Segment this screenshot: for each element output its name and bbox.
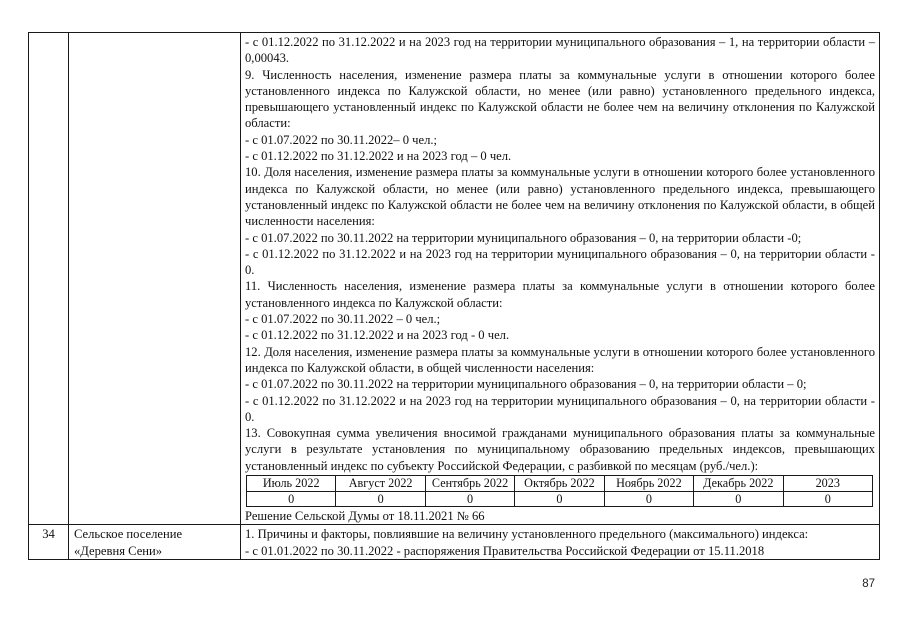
month-header: 2023: [783, 476, 872, 492]
month-header: Август 2022: [336, 476, 425, 492]
municipality-name-line: «Деревня Сени»: [74, 543, 163, 558]
row-number-cell: 34: [29, 525, 69, 560]
monthly-value-row: [247, 491, 873, 507]
paragraph: - с 01.07.2022 по 30.11.2022– 0 чел.;: [245, 132, 438, 147]
month-value: 0: [247, 491, 336, 507]
municipality-name-cell: [69, 525, 241, 560]
municipal-indices-table: [28, 32, 880, 560]
month-header: Ноябрь 2022: [604, 476, 693, 492]
monthly-sum-table: [246, 475, 873, 507]
paragraph: 1. Причины и факторы, повлиявшие на величину установленного предельного (максимального) индекса:: [245, 527, 809, 542]
paragraph: - с 01.12.2022 по 31.12.2022 и на 2023 год на территории муниципального образования – 0, на территории области - 0.: [245, 393, 875, 424]
paragraph: - с 01.07.2022 по 30.11.2022 на территории муниципального образования – 0, на территории области -0;: [245, 230, 802, 245]
paragraph: - с 01.07.2022 по 30.11.2022 на территории муниципального образования – 0, на территории области – 0;: [245, 377, 807, 392]
municipality-name-cell: [69, 33, 241, 525]
paragraph: - с 01.01.2022 по 30.11.2022 - распоряжения Правительства Российской Федерации от 15.11.2018: [245, 543, 765, 558]
table-row: [29, 33, 880, 525]
decision-reference: Решение Сельской Думы от 18.11.2021 № 66: [245, 509, 485, 524]
month-value: 0: [336, 491, 425, 507]
month-value: 0: [604, 491, 693, 507]
paragraph: 13. Совокупная сумма увеличения вносимой гражданами муниципального образования платы за коммунальные услуги в результате установления по муниципальному образованию предельных индексов, превышающих установленный индекс по субъекту Российской Федерации, с разбивкой по месяцам (руб./чел.):: [245, 426, 875, 473]
paragraph: 11. Численность населения, изменение размера платы за коммунальные услуги в отношении которого более установленного индекса по Калужской области:: [245, 279, 875, 310]
table-row: [29, 525, 880, 560]
month-value: 0: [694, 491, 783, 507]
paragraph: 10. Доля населения, изменение размера платы за коммунальные услуги в отношении которого более установленного индекса по Калужской области, но менее (или равно) установленного предельного индекса, превышающего установленный индекс по Калужской области не более чем на величину отклонения по Калужской области, в общей численности населения:: [245, 165, 875, 229]
month-header: Сентябрь 2022: [425, 476, 514, 492]
month-header: Октябрь 2022: [515, 476, 604, 492]
page-number: 87: [862, 578, 875, 590]
paragraph: - с 01.07.2022 по 30.11.2022 – 0 чел.;: [245, 312, 441, 327]
row-number-cell: [29, 33, 69, 525]
month-value: 0: [783, 491, 872, 507]
indicators-cell: [241, 33, 880, 525]
indicators-cell: [241, 525, 880, 560]
month-value: 0: [425, 491, 514, 507]
municipality-name-line: Сельское поселение: [74, 527, 183, 542]
paragraph: - с 01.12.2022 по 31.12.2022 и на 2023 год на территории муниципального образования – 1, на территории области – 0,00043.: [245, 35, 875, 66]
paragraph: 9. Численность населения, изменение размера платы за коммунальные услуги в отношении которого более установленного индекса по Калужской области, но менее (или равно) установленного предельного индекса, превышающего установленный индекс по Калужской области не более чем на величину отклонения по Калужской области:: [245, 67, 875, 131]
monthly-header-row: [247, 476, 873, 492]
paragraph: - с 01.12.2022 по 31.12.2022 и на 2023 год на территории муниципального образования – 0, на территории области - 0.: [245, 246, 875, 278]
paragraph: - с 01.12.2022 по 31.12.2022 и на 2023 год - 0 чел.: [245, 328, 510, 343]
month-value: 0: [515, 491, 604, 507]
month-header: Июль 2022: [247, 476, 336, 492]
paragraph: 12. Доля населения, изменение размера платы за коммунальные услуги в отношении которого более установленного индекса по Калужской области, в общей численности населения:: [245, 344, 875, 375]
month-header: Декабрь 2022: [694, 476, 783, 492]
paragraph: - с 01.12.2022 по 31.12.2022 и на 2023 год – 0 чел.: [245, 149, 512, 164]
